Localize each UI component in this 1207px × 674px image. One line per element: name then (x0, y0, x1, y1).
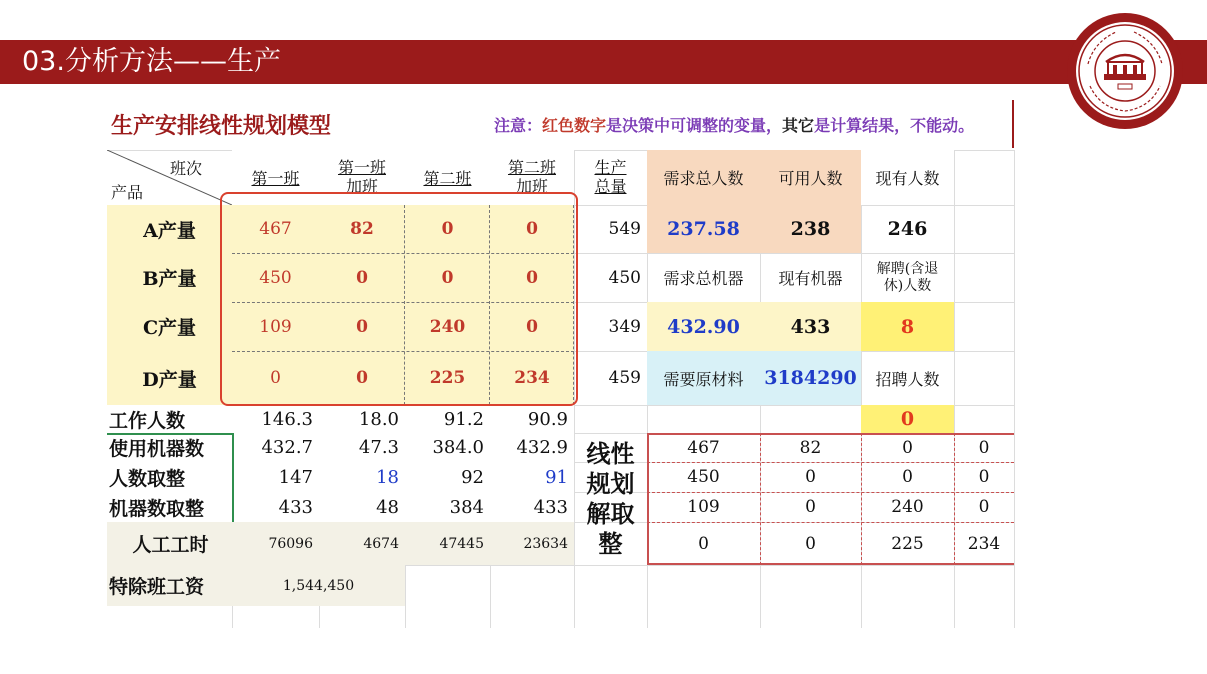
total-value: 349 (608, 316, 641, 337)
lp-value: 0 (978, 497, 990, 517)
shift-header: 第一班 (232, 150, 319, 205)
calc-value: 433 (490, 492, 574, 522)
right-header: 现有机器 (778, 269, 843, 288)
calc-value: 384 (405, 492, 490, 522)
note-fragment: 注意： (494, 115, 543, 135)
grid-line (1014, 150, 1015, 628)
note-fragment: 是计算结果，不能动。 (814, 115, 975, 135)
calc-value: 146.3 (232, 405, 319, 433)
lp-label-line: 线性 (586, 439, 635, 468)
salary-value: 1,544,450 (232, 565, 405, 606)
header-corner (107, 150, 232, 205)
decision-value: 0 (232, 351, 319, 405)
calc-value: 90.9 (490, 405, 574, 433)
lp-value: 0 (805, 497, 816, 517)
right-header: 解聘(含退 休)人数 (876, 261, 939, 294)
note-fragment: 红色数字 (542, 115, 607, 135)
value-cell: 238 (760, 205, 861, 253)
calc-label: 特除班工资 (107, 565, 232, 606)
calc-value: 432.7 (232, 433, 319, 462)
heading-border (1012, 100, 1014, 148)
decision-value: 0 (319, 302, 405, 351)
lp-value: 240 (891, 497, 924, 517)
calc-value: 433 (232, 492, 319, 522)
lp-value: 82 (799, 437, 822, 458)
decision-value: 0 (405, 205, 490, 253)
total-value: 549 (608, 219, 641, 239)
decision-value: 234 (490, 351, 574, 405)
lp-label-line: 解取 (586, 499, 635, 528)
lp-frame (647, 433, 1014, 565)
calc-value: 384.0 (405, 433, 490, 462)
lp-value: 0 (978, 437, 990, 458)
lp-divider (647, 492, 1014, 493)
product-label: A产量 (107, 205, 232, 253)
calc-value: 23634 (490, 522, 574, 565)
shift-header: 第二班 (405, 150, 490, 205)
calc-label: 人工工时 (107, 522, 232, 565)
section-rule (107, 433, 232, 435)
note-fragment: 其它 (782, 115, 815, 135)
decision-value: 8 (861, 302, 954, 351)
total-value: 459 (608, 368, 641, 388)
decision-value: 82 (319, 205, 405, 253)
right-header: 现有人数 (861, 150, 954, 205)
lp-value: 109 (687, 497, 720, 517)
decision-highlight-box (220, 192, 578, 406)
calc-label: 工作人数 (107, 405, 232, 433)
lp-label (574, 433, 647, 565)
lp-value: 0 (805, 467, 816, 487)
shift-header: 第一班 加班 (319, 150, 405, 205)
decision-value: 225 (405, 351, 490, 405)
value-cell: 433 (760, 302, 861, 351)
calc-value: 18 (319, 462, 405, 492)
decision-value: 0 (490, 205, 574, 253)
decision-value: 109 (232, 302, 319, 351)
calc-label: 机器数取整 (107, 492, 232, 522)
decision-value: 0 (490, 253, 574, 302)
total-header: 生产 总量 (594, 158, 627, 196)
right-header: 招聘人数 (875, 369, 940, 389)
decision-value: 0 (405, 253, 490, 302)
lp-label-line: 规划 (586, 469, 635, 498)
calc-value: 92 (405, 462, 490, 492)
calc-value: 147 (232, 462, 319, 492)
value-cell: 432.90 (647, 302, 760, 351)
value-cell: 3184290 (760, 351, 861, 405)
note-text (490, 98, 1014, 150)
value-cell: 237.58 (647, 205, 760, 253)
right-header: 需求总人数 (647, 150, 760, 205)
calc-value: 47445 (405, 522, 490, 565)
lp-divider (647, 462, 1014, 463)
spreadsheet (107, 98, 1014, 628)
corner-label-bottom: 产品 (111, 183, 144, 202)
calc-value: 91 (490, 462, 574, 492)
lp-value: 0 (805, 533, 816, 554)
lp-value: 225 (891, 533, 924, 554)
model-heading: 生产安排线性规划模型 (111, 112, 332, 139)
lp-divider (861, 433, 862, 565)
lp-value: 0 (978, 467, 990, 487)
lp-divider (954, 433, 955, 565)
lp-divider (760, 433, 761, 565)
lp-divider (647, 522, 1014, 523)
decision-value: 450 (232, 253, 319, 302)
decision-value: 0 (861, 405, 954, 433)
calc-value: 48 (319, 492, 405, 522)
decision-value: 0 (319, 253, 405, 302)
decision-value: 0 (490, 302, 574, 351)
lp-value: 0 (698, 533, 709, 554)
calc-value: 47.3 (319, 433, 405, 462)
shift-header: 第二班 加班 (490, 150, 574, 205)
right-header: 需要原材料 (647, 351, 760, 405)
lp-label-line: 整 (598, 529, 623, 558)
product-label: B产量 (107, 253, 232, 302)
lp-value: 0 (902, 467, 913, 487)
corner-label-top: 班次 (169, 159, 202, 178)
lp-value: 467 (687, 437, 720, 458)
section-rule (232, 433, 234, 522)
right-header: 可用人数 (760, 150, 861, 205)
right-header: 需求总机器 (663, 269, 744, 288)
total-value: 450 (608, 267, 641, 288)
slide-title: 03.分析方法——生产 (22, 46, 281, 77)
product-label: C产量 (107, 302, 232, 351)
calc-value: 18.0 (319, 405, 405, 433)
calc-value: 91.2 (405, 405, 490, 433)
calc-value: 4674 (319, 522, 405, 565)
calc-label: 人数取整 (107, 462, 232, 492)
decision-value: 467 (232, 205, 319, 253)
decision-value: 240 (405, 302, 490, 351)
lp-value: 0 (902, 437, 913, 458)
university-seal-icon (1066, 12, 1184, 130)
lp-value: 234 (967, 533, 1001, 554)
lp-value: 450 (687, 467, 720, 487)
decision-value: 0 (319, 351, 405, 405)
calc-value: 76096 (232, 522, 319, 565)
calc-label: 使用机器数 (107, 433, 232, 462)
note-fragment: 是决策中可调整的变量， (606, 115, 783, 135)
value-cell: 246 (887, 218, 928, 240)
product-label: D产量 (107, 351, 232, 405)
calc-value: 432.9 (490, 433, 574, 462)
